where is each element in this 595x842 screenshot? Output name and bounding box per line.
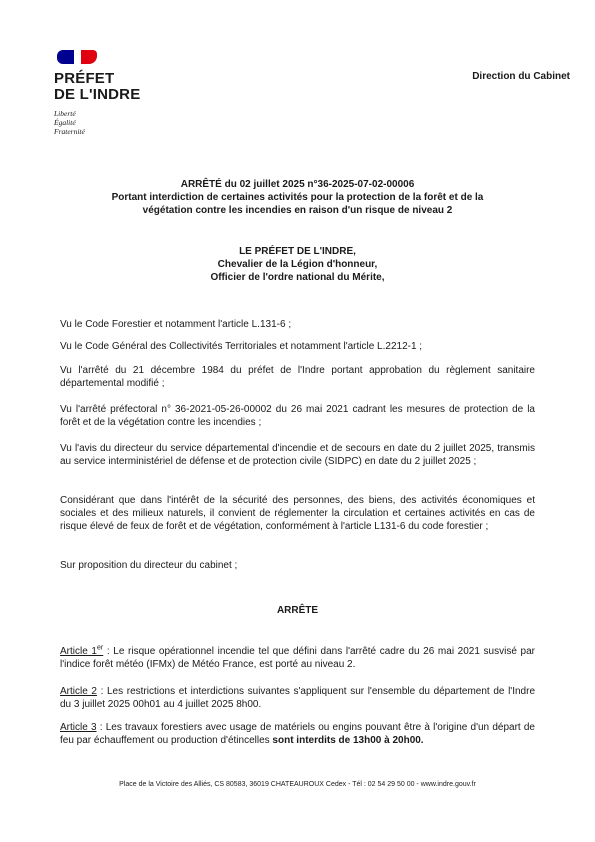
authority-line1: LE PRÉFET DE L'INDRE, bbox=[239, 246, 356, 257]
authority-line2: Chevalier de la Légion d'honneur, bbox=[217, 259, 378, 270]
marianne-flag-icon bbox=[57, 50, 97, 64]
decree-title-line3: végétation contre les incendies en raison d'un risque de niveau 2 bbox=[142, 205, 453, 216]
article-2-label: Article 2 bbox=[60, 686, 97, 697]
article-1 bbox=[60, 645, 535, 671]
consideration-paragraph: Vu le Code Forestier et notamment l'article L.131-6 ; bbox=[60, 319, 292, 330]
article-1-colon: : bbox=[103, 646, 110, 657]
authority-line3: Officier de l'ordre national du Mérite, bbox=[210, 272, 385, 283]
decision-heading: ARRÊTE bbox=[276, 605, 319, 616]
article-3 bbox=[60, 721, 535, 747]
article-3-bold-text: sont interdits de 13h00 à 20h00. bbox=[272, 735, 424, 746]
article-1-label-sup: er bbox=[96, 644, 104, 652]
article-2 bbox=[60, 685, 535, 711]
prefecture-logo bbox=[54, 50, 140, 136]
prefecture-name-line1: PRÉFET bbox=[54, 70, 115, 87]
consideration-paragraph: Considérant que dans l'intérêt de la sécurité des personnes, des biens, des activités économiques et sociales et des milieux naturels, il convient de réglementer la circulation et certaines activités en cas de risque élevé de feux de forêt et de végétation, conformément à l'article L131-6 du code forestier ; bbox=[60, 495, 535, 532]
consideration-paragraph: Vu l'arrêté du 21 décembre 1984 du préfet de l'Indre portant approbation du règlement sanitaire départemental modifié ; bbox=[60, 365, 535, 389]
consideration-paragraph: Vu le Code Général des Collectivités Territoriales et notamment l'article L.2212-1 ; bbox=[60, 341, 423, 352]
article-1-label bbox=[60, 646, 103, 657]
article-2-text: Les restrictions et interdictions suivantes s'appliquent sur l'ensemble du département de l'Indre du 3 juillet 2025 00h01 au 4 juillet 2025 8h00. bbox=[60, 686, 536, 710]
consideration-paragraph: Sur proposition du directeur du cabinet ; bbox=[60, 560, 238, 571]
article-3-text: Les travaux forestiers avec usage de matériels ou engins pouvant être à l'origine d'un départ de feu par échauffement ou production d'étincelles bbox=[60, 722, 535, 746]
article-2-colon: : bbox=[96, 686, 104, 697]
page-footer: Place de la Victoire des Alliés, CS 80583, 36019 CHATEAUROUX Cedex - Tél : 02 54 29 50 00 - www.indre.gouv.fr bbox=[119, 781, 476, 788]
republic-motto bbox=[54, 109, 140, 136]
decree-title bbox=[40, 178, 555, 217]
prefecture-name-line2: DE L'INDRE bbox=[54, 86, 141, 103]
authority-block bbox=[40, 245, 555, 284]
article-1-label-main: Article 1 bbox=[60, 646, 97, 657]
motto-liberte: Liberté bbox=[54, 109, 76, 118]
consideration-paragraph: Vu l'avis du directeur du service départemental d'incendie et de secours en date du 2 juillet 2025, transmis au service interministériel de défense et de protection civile (SIDPC) en date du 2 juillet 2025 ; bbox=[60, 443, 535, 467]
decree-title-line1: ARRÊTÉ du 02 juillet 2025 n°36-2025-07-02-00006 bbox=[180, 179, 415, 190]
decree-title-line2: Portant interdiction de certaines activités pour la protection de la forêt et de la bbox=[111, 192, 484, 203]
motto-egalite: Égalité bbox=[54, 118, 76, 127]
consideration-paragraph: Vu l'arrêté préfectoral n° 36-2021-05-26-00002 du 26 mai 2021 cadrant les mesures de protection de la forêt et de la végétation contre les incendies ; bbox=[60, 404, 535, 428]
article-3-label: Article 3 bbox=[60, 722, 97, 733]
direction-label: Direction du Cabinet bbox=[472, 71, 570, 82]
motto-fraternite: Fraternité bbox=[54, 127, 85, 136]
article-3-colon: : bbox=[96, 722, 103, 733]
article-1-text: Le risque opérationnel incendie tel que défini dans l'arrêté cadre du 26 mai 2021 susvisé par l'indice forêt météo (IFMx) de Météo France, est porté au niveau 2. bbox=[60, 646, 535, 670]
prefecture-name bbox=[54, 71, 140, 103]
